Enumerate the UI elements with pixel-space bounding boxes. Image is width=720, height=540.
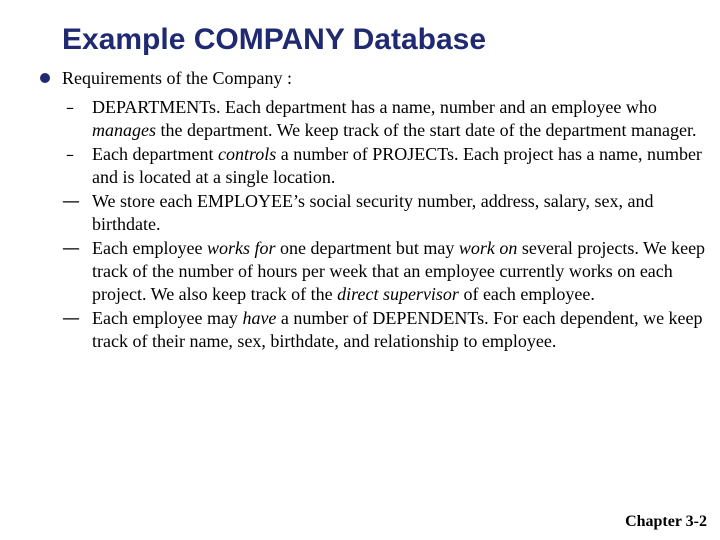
requirement-item: [40, 190, 720, 236]
text-run: of each employee.: [458, 284, 595, 304]
slide-title: Example COMPANY Database: [62, 23, 487, 56]
text-run: DEPARTMENTs. Each department has a name, number and an employee who: [92, 97, 657, 117]
requirement-text: [92, 191, 654, 234]
requirement-item: [40, 307, 720, 353]
text-run: a number of DEPENDENTs. For each dependent, we keep track of their name, sex, birthdate, and relationship to employee.: [92, 308, 703, 351]
text-run: the department. We keep track of the start date of the department manager.: [156, 120, 697, 140]
dash-icon: –: [66, 145, 74, 164]
text-run: several projects. We keep track of the number of hours per week that an employee currently works on each project. We also keep track of the: [92, 238, 706, 304]
requirement-item: [40, 237, 720, 306]
dash-icon: —: [62, 238, 80, 259]
text-run: Each employee: [92, 238, 207, 258]
dash-icon: —: [62, 308, 80, 329]
emphasis-text: have: [242, 308, 277, 328]
emphasis-text: work on: [458, 238, 518, 258]
chapter-footer: Chapter 3-2: [625, 513, 707, 530]
text-run: Each employee may: [92, 308, 243, 328]
emphasis-text: controls: [217, 144, 277, 164]
text-run: one department but may: [275, 238, 459, 258]
emphasis-text: direct supervisor: [337, 284, 459, 304]
bullet-text: Requirements of the Company :: [62, 68, 292, 88]
requirement-text: [92, 97, 697, 140]
text-run: Each department: [92, 144, 218, 164]
text-run: a number of PROJECTs. Each project has a name, number and is located at a single location.: [92, 144, 702, 187]
requirement-text: [92, 308, 703, 351]
emphasis-text: manages: [92, 120, 156, 140]
emphasis-text: works for: [206, 238, 276, 258]
requirement-item: [40, 96, 720, 142]
dash-icon: –: [66, 98, 74, 117]
requirement-item: [40, 143, 720, 189]
bullet-dot-icon: [40, 73, 50, 83]
dash-icon: —: [62, 191, 80, 212]
requirement-text: [92, 144, 702, 187]
requirement-text: [92, 238, 705, 304]
requirements-list: [40, 96, 720, 354]
text-run: We store each EMPLOYEE’s social security number, address, salary, sex, and birthdate.: [92, 191, 654, 234]
